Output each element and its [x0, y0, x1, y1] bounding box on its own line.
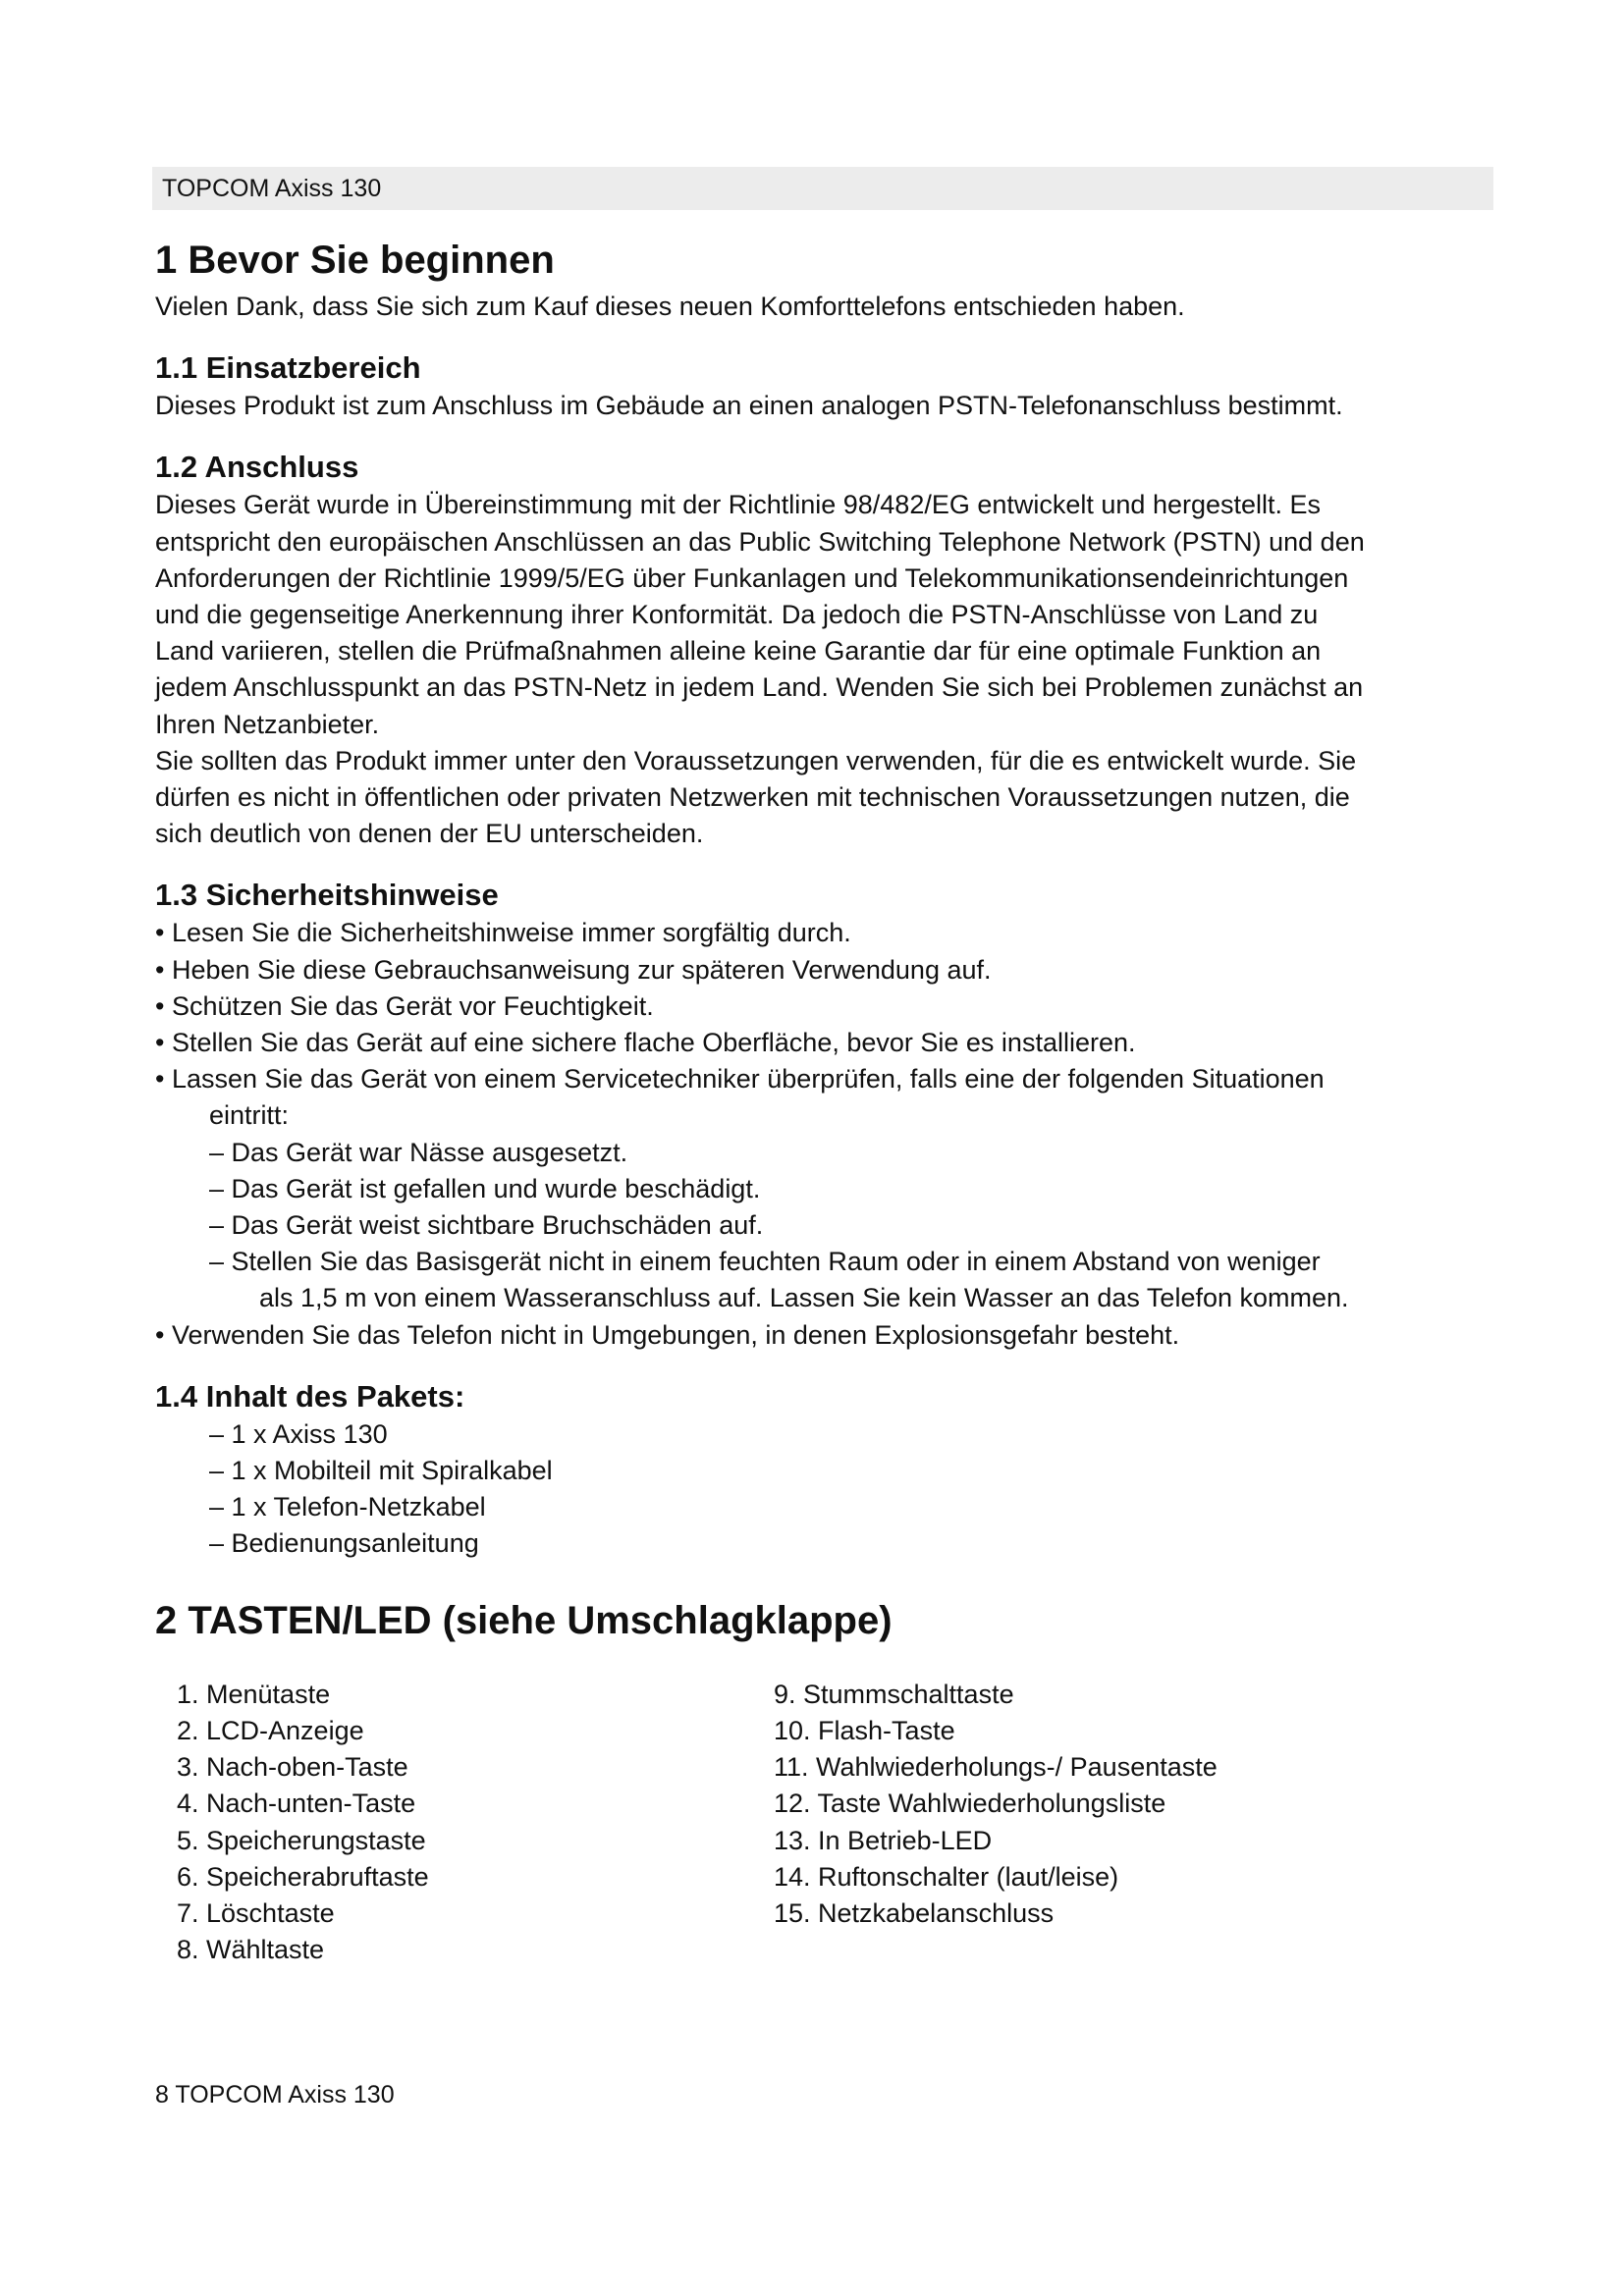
list-item: – 1 x Mobilteil mit Spiralkabel: [209, 1456, 553, 1486]
list-item-continuation: eintritt:: [209, 1100, 290, 1131]
key-item: 10. Flash-Taste: [774, 1715, 955, 1745]
package-contents-list: [155, 1416, 1490, 1563]
section-1-1-text: Dieses Produkt ist zum Anschluss im Gebäude an einen analogen PSTN-Telefonanschluss bestimmt.: [155, 391, 1343, 421]
text-line: dürfen es nicht in öffentlichen oder privaten Netzwerken mit technischen Voraussetzungen nutzen, die: [155, 782, 1350, 813]
sub-list-item: – Das Gerät ist gefallen und wurde beschädigt.: [209, 1173, 761, 1203]
text-line: Land variieren, stellen die Prüfmaßnahmen alleine keine Garantie dar für eine optimale Funktion an: [155, 636, 1322, 667]
list-item: • Lassen Sie das Gerät von einem Servicetechniker überprüfen, falls eine der folgenden Situationen: [155, 1064, 1325, 1095]
section-1-2-text: [155, 487, 1490, 852]
key-item: 7. Löschtaste: [177, 1897, 335, 1928]
list-item: • Stellen Sie das Gerät auf eine sichere flache Oberfläche, bevor Sie es installieren.: [155, 1028, 1136, 1058]
key-item: 2. LCD-Anzeige: [177, 1715, 364, 1745]
list-item: – Bedienungsanleitung: [209, 1528, 479, 1559]
key-item: 5. Speicherungstaste: [177, 1825, 426, 1855]
text-line: Sie sollten das Produkt immer unter den Voraussetzungen verwenden, für die es entwickelt wurde. Sie: [155, 745, 1357, 775]
key-item: 11. Wahlwiederholungs-/ Pausentaste: [774, 1752, 1218, 1783]
list-item: – 1 x Axiss 130: [209, 1418, 388, 1449]
key-item: 15. Netzkabelanschluss: [774, 1897, 1055, 1928]
text-line: und die gegenseitige Anerkennung ihrer Konformität. Da jedoch die PSTN-Anschlüsse von Land zu: [155, 600, 1319, 630]
page-footer: 8 TOPCOM Axiss 130: [155, 2081, 395, 2109]
keys-list: [155, 1677, 1490, 1969]
list-item: • Verwenden Sie das Telefon nicht in Umgebungen, in denen Explosionsgefahr besteht.: [155, 1319, 1180, 1350]
text-line: Ihren Netzanbieter.: [155, 709, 380, 739]
key-item: 6. Speicherabruftaste: [177, 1861, 429, 1892]
key-item: 14. Ruftonschalter (laut/leise): [774, 1861, 1119, 1892]
keys-column-right: [774, 1677, 1490, 1969]
sub-list-item: – Das Gerät weist sichtbare Bruchschäden auf.: [209, 1210, 764, 1241]
key-item: 12. Taste Wahlwiederholungsliste: [774, 1789, 1166, 1819]
key-item: 13. In Betrieb-LED: [774, 1825, 993, 1855]
sub-list-item: – Stellen Sie das Basisgerät nicht in einem feuchten Raum oder in einem Abstand von weniger: [209, 1247, 1321, 1277]
section-1-1-heading: 1.1 Einsatzbereich: [155, 350, 421, 386]
list-item: • Lesen Sie die Sicherheitshinweise immer sorgfältig durch.: [155, 918, 851, 948]
safety-list: [155, 915, 1490, 1353]
key-item: 3. Nach-oben-Taste: [177, 1752, 408, 1783]
section-1-2-heading: 1.2 Anschluss: [155, 450, 359, 485]
key-item: 9. Stummschalttaste: [774, 1679, 1014, 1709]
key-item: 4. Nach-unten-Taste: [177, 1789, 416, 1819]
text-line: Anforderungen der Richtlinie 1999/5/EG über Funkanlagen und Telekommunikationsendeinrichtungen: [155, 562, 1349, 593]
sub-list-item: – Das Gerät war Nässe ausgesetzt.: [209, 1137, 628, 1167]
sub-list-item-continuation: als 1,5 m von einem Wasseranschluss auf. Lassen Sie kein Wasser an das Telefon kommen.: [259, 1283, 1349, 1313]
list-item: • Heben Sie diese Gebrauchsanweisung zur späteren Verwendung auf.: [155, 954, 992, 985]
running-header: TOPCOM Axiss 130: [152, 167, 1493, 210]
section-1-heading: 1 Bevor Sie beginnen: [155, 239, 555, 282]
text-line: jedem Anschlusspunkt an das PSTN-Netz in jedem Land. Wenden Sie sich bei Problemen zunächst an: [155, 672, 1364, 703]
key-item: 8. Wähltaste: [177, 1935, 325, 1965]
section-1-text: Vielen Dank, dass Sie sich zum Kauf dieses neuen Komforttelefons entschieden haben.: [155, 292, 1185, 321]
key-item: 1. Menütaste: [177, 1679, 331, 1709]
document-body: [155, 232, 1490, 1968]
text-line: Dieses Gerät wurde in Übereinstimmung mit der Richtlinie 98/482/EG entwickelt und hergestellt. Es: [155, 490, 1322, 520]
section-2-heading: 2 TASTEN/LED (siehe Umschlagklappe): [155, 1598, 893, 1642]
keys-column-left: [155, 1677, 774, 1969]
list-item: – 1 x Telefon-Netzkabel: [209, 1492, 486, 1522]
section-1-4-heading: 1.4 Inhalt des Pakets:: [155, 1378, 465, 1414]
text-line: entspricht den europäischen Anschlüssen an das Public Switching Telephone Network (PSTN) und den: [155, 526, 1365, 557]
list-item: • Schützen Sie das Gerät vor Feuchtigkeit.: [155, 990, 654, 1021]
text-line: sich deutlich von denen der EU unterscheiden.: [155, 819, 704, 849]
section-1-3-heading: 1.3 Sicherheitshinweise: [155, 878, 499, 913]
